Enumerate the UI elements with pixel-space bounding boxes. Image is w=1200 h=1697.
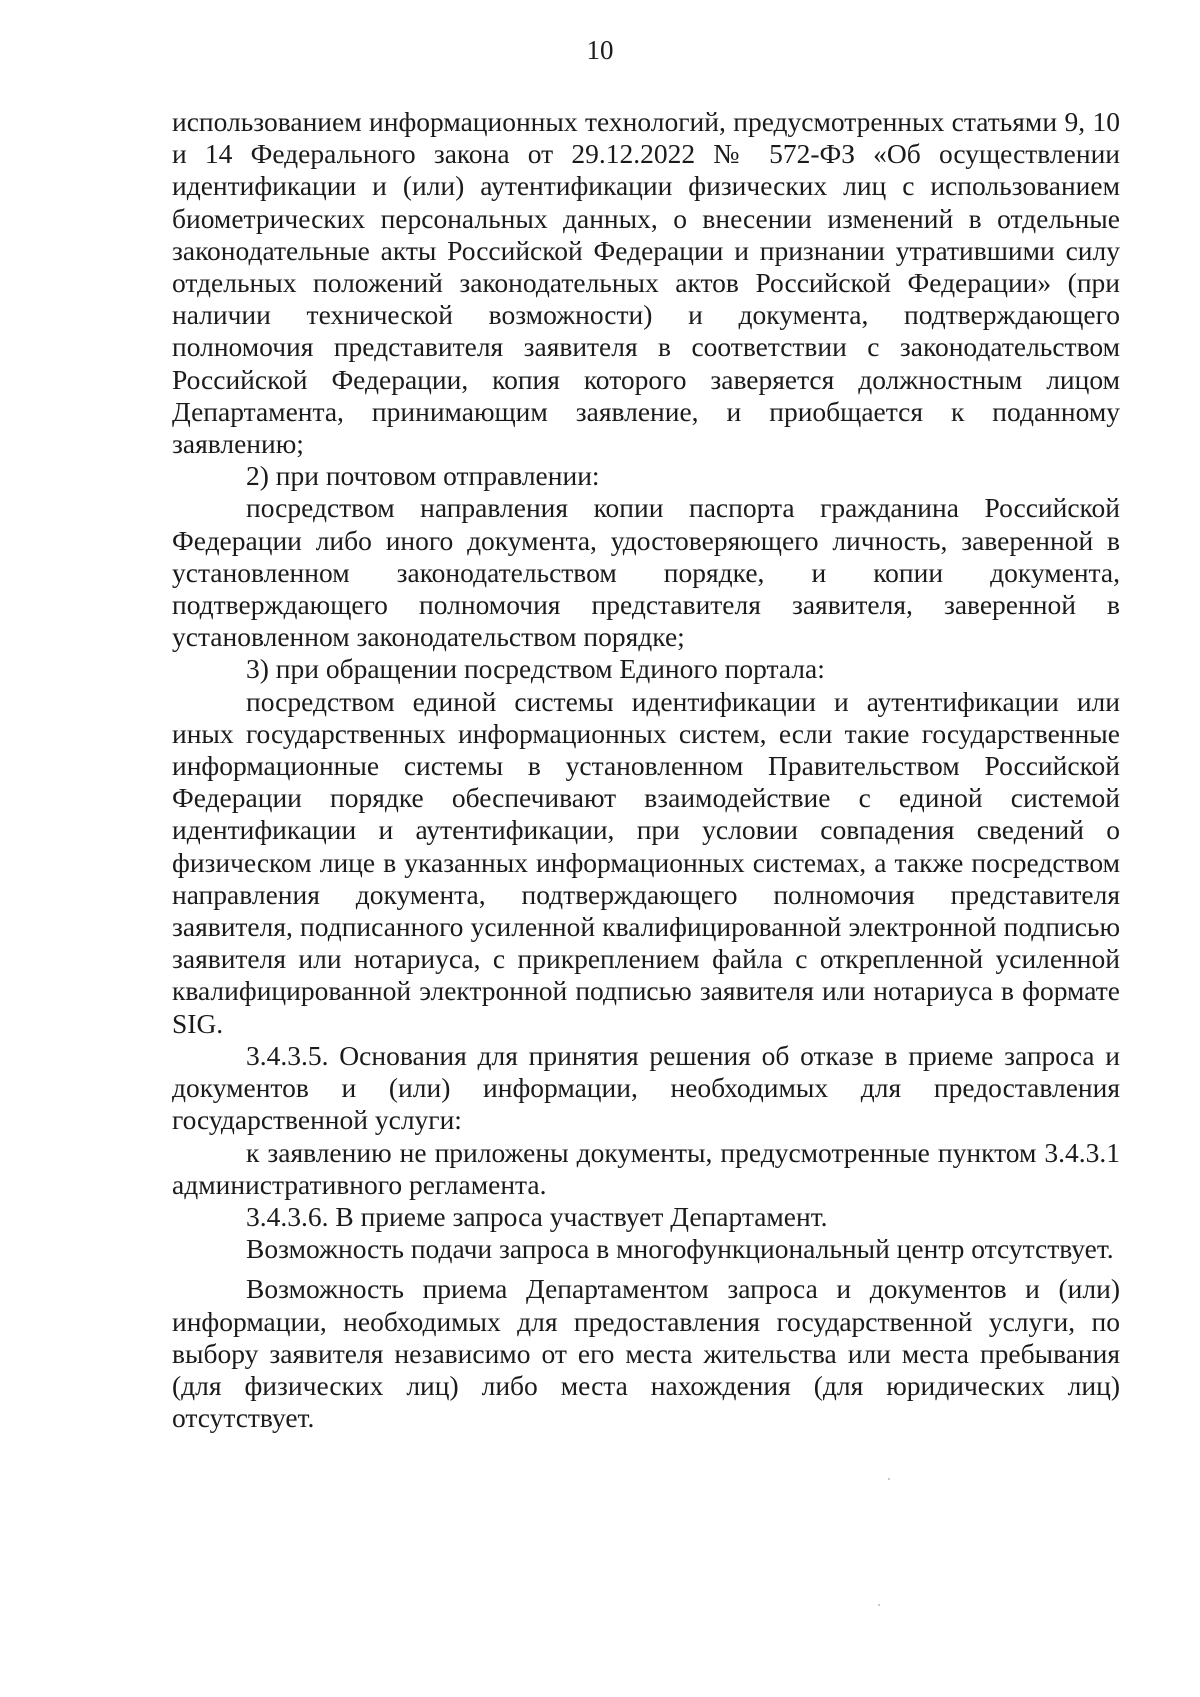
paragraph-portal-body: посредством единой системы идентификации и аутентификации или иных государственных информационных систем, если такие государственные информационные системы в установленном Правительством Российской Федерации порядке обеспечивают взаимодействие с единой системой идентификации и аутентификации, при условии совпадения сведений о физическом лице в указанных информационных системах, а также посредством направления документа, подтверждающего полномочия представителя заявителя, подписанного усиленной квалифицированной электронной подписью заявителя или нотариуса, с прикреплением файла с открепленной усиленной квалифицированной электронной подписью заявителя или нотариуса в формате SIG.	[172, 685, 1120, 1039]
paragraph-extraterritorial: Возможность приема Департаментом запроса и документов и (или) информации, необходимых для предоставления государственной услуги, по выбору заявителя независимо от его места жительства или места пребывания (для физических лиц) либо места нахождения (для юридических лиц) отсутствует.	[172, 1273, 1120, 1434]
scan-speck	[888, 1478, 890, 1480]
document-body	[172, 106, 1120, 1434]
scan-speck	[878, 1604, 880, 1606]
paragraph-mfc-absence: Возможность подачи запроса в многофункциональный центр отсутствует.	[246, 1233, 1114, 1265]
paragraph-postal-heading: 2) при почтовом отправлении:	[246, 460, 600, 492]
paragraph-postal-body: посредством направления копии паспорта гражданина Российской Федерации либо иного документа, удостоверяющего личность, заверенной в установленном законодательством порядке, и копии документа, подтверждающего полномочия представителя заявителя, заверенной в установленном законодательством порядке;	[172, 492, 1120, 653]
paragraph-3-4-3-5: 3.4.3.5. Основания для принятия решения об отказе в приеме запроса и документов и (или) информации, необходимых для предоставления государственной услуги:	[172, 1039, 1120, 1136]
paragraph-portal-heading: 3) при обращении посредством Единого портала:	[246, 653, 825, 685]
paragraph-3-4-3-6: 3.4.3.6. В приеме запроса участвует Департамент.	[246, 1200, 828, 1232]
paragraph-refusal-ground: к заявлению не приложены документы, предусмотренные пунктом 3.4.3.1 административного регламента.	[172, 1136, 1120, 1200]
paragraph-continuation: использованием информационных технологий, предусмотренных статьями 9, 10 и 14 Федерального закона от 29.12.2022 № 572-ФЗ «Об осуществлении идентификации и (или) аутентификации физических лиц с использованием биометрических персональных данных, о внесении изменений в отдельные законодательные акты Российской Федерации и признании утратившими силу отдельных положений законодательных актов Российской Федерации» (при наличии технической возможности) и документа, подтверждающего полномочия представителя заявителя в соответствии с законодательством Российской Федерации, копия которого заверяется должностным лицом Департамента, принимающим заявление, и приобщается к поданному заявлению;	[172, 106, 1120, 460]
page-number: 10	[586, 35, 614, 65]
